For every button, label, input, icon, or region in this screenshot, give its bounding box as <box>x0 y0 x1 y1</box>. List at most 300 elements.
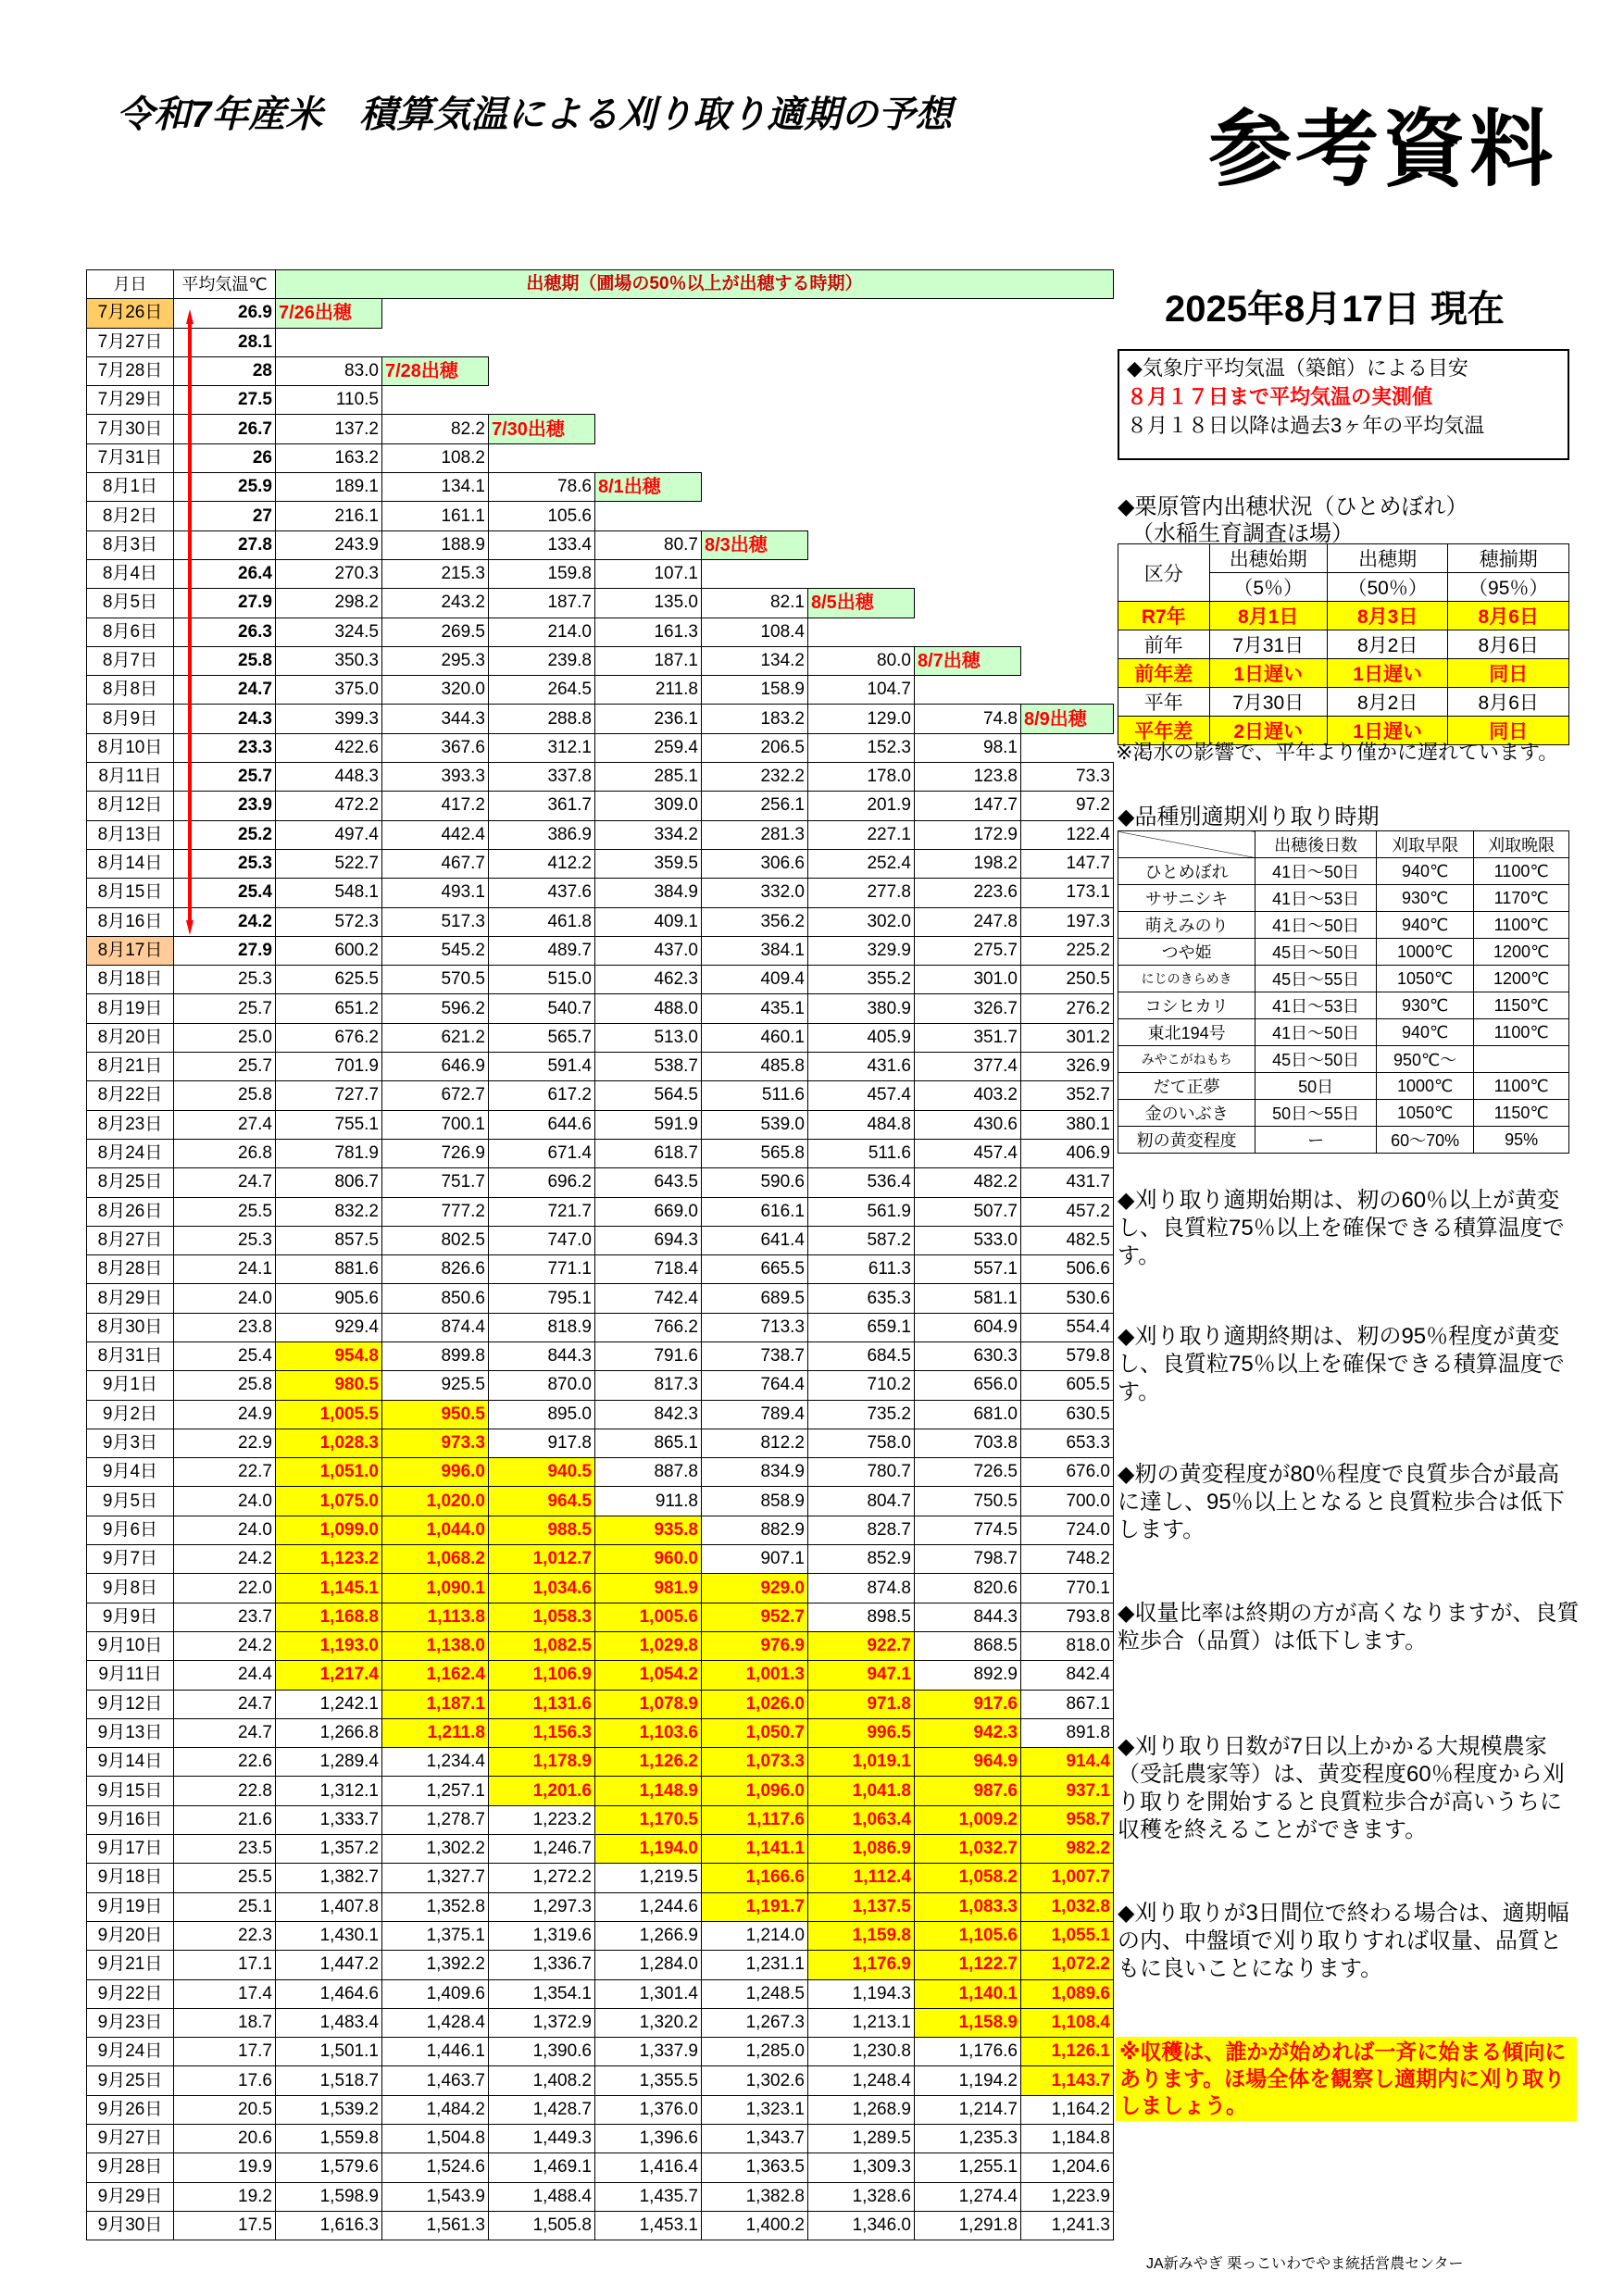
table-row <box>87 1081 1114 1110</box>
temp-cell: 24.2 <box>174 907 276 936</box>
accum-cell: 137.2 <box>276 415 382 443</box>
accum-cell: 201.9 <box>808 792 915 820</box>
accum-cell: 671.4 <box>489 1139 595 1167</box>
date-cell: 8月19日 <box>87 994 174 1023</box>
table-row <box>87 1429 1114 1457</box>
variety-cell: 45日～55日 <box>1255 966 1377 992</box>
status-head-full: 穂揃期 <box>1448 544 1569 573</box>
table-row <box>87 1574 1114 1603</box>
date-cell: 9月30日 <box>87 2211 174 2240</box>
accum-cell: 105.6 <box>489 502 595 530</box>
accum-cell: 929.4 <box>276 1313 382 1341</box>
accum-cell: 1,382.8 <box>702 2182 808 2211</box>
accum-cell: 1,400.2 <box>702 2211 808 2240</box>
table-row <box>87 733 1114 762</box>
empty-cell <box>489 328 595 356</box>
jma-temperature-box <box>1118 349 1569 460</box>
accum-cell: 545.2 <box>382 936 489 965</box>
accum-cell: 1,289.5 <box>808 2125 915 2153</box>
accum-cell: 710.2 <box>808 1371 915 1400</box>
temp-cell: 26.8 <box>174 1139 276 1167</box>
accum-cell: 971.8 <box>808 1690 915 1718</box>
variety-cell: 41日～50日 <box>1255 1019 1377 1046</box>
accum-cell: 350.3 <box>276 646 382 675</box>
table-row <box>87 1718 1114 1747</box>
accum-cell: 1,284.0 <box>595 1951 702 1979</box>
temp-cell: 27.5 <box>174 386 276 415</box>
variety-cell: 930℃ <box>1376 885 1473 912</box>
heading-label: 7/30出穂 <box>489 415 595 443</box>
note-large-farm: ◆刈り取り日数が7日以上かかる大規模農家（受託農家等）は、黄変程度60％程度から刈り取りを開始すると良質粒歩合が高いうちに収穫を終えることができます。 <box>1118 1734 1565 1842</box>
accum-cell: 197.3 <box>1021 907 1114 936</box>
accum-cell: 259.4 <box>595 733 702 762</box>
accum-cell: 700.1 <box>382 1110 489 1139</box>
accum-cell: 375.0 <box>276 676 382 705</box>
accum-cell: 641.4 <box>702 1226 808 1254</box>
accum-cell: 802.5 <box>382 1226 489 1254</box>
empty-cell <box>1021 356 1114 385</box>
accum-cell: 489.7 <box>489 936 595 965</box>
accum-cell: 361.7 <box>489 792 595 820</box>
accum-cell: 887.8 <box>595 1458 702 1487</box>
accum-cell: 511.6 <box>808 1139 915 1167</box>
accum-cell: 703.8 <box>915 1429 1021 1457</box>
accum-cell: 964.5 <box>489 1487 595 1516</box>
empty-cell <box>1021 530 1114 559</box>
accum-cell: 252.4 <box>808 849 915 878</box>
accum-cell: 1,007.7 <box>1021 1864 1114 1892</box>
date-cell: 8月31日 <box>87 1341 174 1370</box>
variety-cell: 1170℃ <box>1474 885 1569 912</box>
accum-cell: 133.4 <box>489 530 595 559</box>
accum-cell: 507.7 <box>915 1197 1021 1226</box>
accum-cell: 1,032.7 <box>915 1835 1021 1864</box>
accum-cell: 656.0 <box>915 1371 1021 1400</box>
reference-stamp: 参考資料 <box>1208 104 1556 196</box>
table-row <box>87 1516 1114 1544</box>
status-cell: 7月31日 <box>1209 630 1327 659</box>
date-cell: 8月18日 <box>87 966 174 994</box>
date-cell: 8月30日 <box>87 1313 174 1341</box>
temp-cell: 19.2 <box>174 2182 276 2211</box>
date-cell: 8月16日 <box>87 907 174 936</box>
variety-cell <box>1474 1046 1569 1073</box>
accum-cell: 564.5 <box>595 1081 702 1110</box>
temp-cell: 22.3 <box>174 1921 276 1950</box>
accum-cell: 437.0 <box>595 936 702 965</box>
accum-cell: 326.7 <box>915 994 1021 1023</box>
accum-cell: 80.7 <box>595 530 702 559</box>
accum-cell: 1,357.2 <box>276 1835 382 1864</box>
accum-cell: 777.2 <box>382 1197 489 1226</box>
accum-cell: 1,352.8 <box>382 1892 489 1921</box>
temp-cell: 25.8 <box>174 1371 276 1400</box>
accum-cell: 1,241.3 <box>1021 2211 1114 2240</box>
accum-cell: 1,464.6 <box>276 1979 382 2008</box>
accum-cell: 874.8 <box>808 1574 915 1603</box>
accum-cell: 1,145.1 <box>276 1574 382 1603</box>
accum-cell: 643.5 <box>595 1168 702 1197</box>
table-row <box>87 1226 1114 1254</box>
table-row <box>87 792 1114 820</box>
table-row <box>87 907 1114 936</box>
accum-cell: 1,090.1 <box>382 1574 489 1603</box>
accum-cell: 1,103.6 <box>595 1718 702 1747</box>
accum-cell: 684.5 <box>808 1341 915 1370</box>
accum-cell: 1,112.4 <box>808 1864 915 1892</box>
date-cell: 8月27日 <box>87 1226 174 1254</box>
temp-cell: 27.9 <box>174 589 276 618</box>
accum-cell: 270.3 <box>276 559 382 588</box>
table-row <box>87 2125 1114 2153</box>
accum-cell: 665.5 <box>702 1255 808 1284</box>
accum-cell: 540.7 <box>489 994 595 1023</box>
accum-cell: 332.0 <box>702 879 808 907</box>
accum-cell: 954.8 <box>276 1341 382 1370</box>
accum-cell: 1,099.0 <box>276 1516 382 1544</box>
temp-cell: 24.1 <box>174 1255 276 1284</box>
accum-cell: 587.2 <box>808 1226 915 1254</box>
empty-cell <box>808 559 915 588</box>
accum-cell: 996.0 <box>382 1458 489 1487</box>
date-cell: 9月12日 <box>87 1690 174 1718</box>
accum-cell: 1,231.1 <box>702 1951 808 1979</box>
empty-cell <box>808 356 915 385</box>
accum-cell: 844.3 <box>915 1603 1021 1631</box>
temp-cell: 28 <box>174 356 276 385</box>
temp-cell: 22.0 <box>174 1574 276 1603</box>
status-cell: 8月3日 <box>1327 602 1448 630</box>
varieties-title: ◆品種別適期刈り取り時期 <box>1118 805 1380 830</box>
accum-cell: 747.0 <box>489 1226 595 1254</box>
accum-cell: 1,428.4 <box>382 2008 489 2037</box>
accum-cell: 422.6 <box>276 733 382 762</box>
empty-cell <box>702 415 808 443</box>
accum-cell: 1,126.1 <box>1021 2038 1114 2066</box>
accum-cell: 1,117.6 <box>702 1805 808 1834</box>
accum-cell: 301.0 <box>915 966 1021 994</box>
variety-cell: 41日～50日 <box>1255 912 1377 939</box>
accum-cell: 1,078.9 <box>595 1690 702 1718</box>
accum-cell: 561.9 <box>808 1197 915 1226</box>
accum-cell: 898.5 <box>808 1603 915 1631</box>
accum-cell: 1,323.1 <box>702 2095 808 2124</box>
accum-cell: 97.2 <box>1021 792 1114 820</box>
accum-cell: 1,214.0 <box>702 1921 808 1950</box>
date-cell: 8月24日 <box>87 1139 174 1167</box>
date-cell: 8月21日 <box>87 1053 174 1081</box>
date-cell: 9月13日 <box>87 1718 174 1747</box>
temp-cell: 25.0 <box>174 1023 276 1052</box>
accum-cell: 1,504.8 <box>382 2125 489 2153</box>
variety-row <box>1118 858 1569 885</box>
status-cell: 8月6日 <box>1448 630 1569 659</box>
accum-cell: 694.3 <box>595 1226 702 1254</box>
accum-cell: 1,616.3 <box>276 2211 382 2240</box>
accum-cell: 1,219.5 <box>595 1864 702 1892</box>
accum-cell: 298.2 <box>276 589 382 618</box>
accum-cell: 78.6 <box>489 473 595 502</box>
accum-cell: 1,005.5 <box>276 1400 382 1429</box>
accum-cell: 895.0 <box>489 1400 595 1429</box>
table-row <box>87 618 1114 646</box>
table-row <box>87 386 1114 415</box>
accum-cell: 1,063.4 <box>808 1805 915 1834</box>
accum-cell: 1,184.8 <box>1021 2125 1114 2153</box>
date-cell: 8月9日 <box>87 705 174 733</box>
accum-cell: 159.8 <box>489 559 595 588</box>
empty-cell <box>1021 618 1114 646</box>
accum-cell: 942.3 <box>915 1718 1021 1747</box>
accum-cell: 80.0 <box>808 646 915 675</box>
accum-cell: 1,012.7 <box>489 1545 595 1574</box>
table-row <box>87 2182 1114 2211</box>
accum-cell: 600.2 <box>276 936 382 965</box>
accum-cell: 1,255.1 <box>915 2153 1021 2182</box>
note-start: ◆刈り取り適期始期は、籾の60％以上が黄変し、良質粒75％以上を確保できる積算温度です。 <box>1118 1188 1565 1268</box>
date-cell: 8月20日 <box>87 1023 174 1052</box>
date-cell: 9月19日 <box>87 1892 174 1921</box>
table-row <box>87 299 1114 328</box>
accum-cell: 1,159.8 <box>808 1921 915 1950</box>
empty-cell <box>915 530 1021 559</box>
accum-cell: 98.1 <box>915 733 1021 762</box>
temp-cell: 18.7 <box>174 2008 276 2037</box>
table-row <box>87 415 1114 443</box>
accum-cell: 1,409.6 <box>382 1979 489 2008</box>
accum-cell: 935.8 <box>595 1516 702 1544</box>
table-row <box>87 849 1114 878</box>
accum-cell: 172.9 <box>915 820 1021 849</box>
variety-cell: 940℃ <box>1376 1019 1473 1046</box>
accum-cell: 187.7 <box>489 589 595 618</box>
accum-cell: 605.5 <box>1021 1371 1114 1400</box>
accum-cell: 1,204.6 <box>1021 2153 1114 2182</box>
date-cell: 9月1日 <box>87 1371 174 1400</box>
heading-label: 7/26出穂 <box>276 299 382 328</box>
accum-cell: 178.0 <box>808 763 915 792</box>
accum-cell: 940.5 <box>489 1458 595 1487</box>
accum-cell: 243.9 <box>276 530 382 559</box>
accum-cell: 1,302.6 <box>702 2066 808 2095</box>
date-cell: 9月2日 <box>87 1400 174 1429</box>
accum-cell: 672.7 <box>382 1081 489 1110</box>
empty-cell <box>489 356 595 385</box>
note-yellowing: ◆籾の黄変程度が80％程度で良質歩合が最高に達し、95％以上となると良質粒歩合は低下します。 <box>1118 1462 1565 1542</box>
variety-cell: 1000℃ <box>1376 939 1473 966</box>
temp-cell: 23.8 <box>174 1313 276 1341</box>
diagonal-cell <box>1118 831 1255 858</box>
accum-cell: 899.8 <box>382 1341 489 1370</box>
temp-cell: 22.6 <box>174 1748 276 1777</box>
table-row <box>87 994 1114 1023</box>
temp-cell: 25.7 <box>174 1053 276 1081</box>
variety-cell: 1050℃ <box>1376 966 1473 992</box>
accum-cell: 1,156.3 <box>489 1718 595 1747</box>
table-row <box>87 356 1114 385</box>
accum-cell: 1,297.3 <box>489 1892 595 1921</box>
accum-cell: 1,005.6 <box>595 1603 702 1631</box>
accum-cell: 1,211.8 <box>382 1718 489 1747</box>
accum-cell: 565.7 <box>489 1023 595 1052</box>
accum-cell: 1,082.5 <box>489 1631 595 1660</box>
accum-cell: 1,336.7 <box>489 1951 595 1979</box>
accum-cell: 1,044.0 <box>382 1516 489 1544</box>
empty-cell <box>915 356 1021 385</box>
status-cell: 1日遅い <box>1327 717 1448 745</box>
variety-row <box>1118 1127 1569 1154</box>
accum-cell: 914.4 <box>1021 1748 1114 1777</box>
table-row <box>87 763 1114 792</box>
date-cell: 8月29日 <box>87 1284 174 1313</box>
empty-cell <box>702 386 808 415</box>
accum-cell: 1,028.3 <box>276 1429 382 1457</box>
variety-cell: 950℃～ <box>1376 1046 1473 1073</box>
table-row <box>87 1023 1114 1052</box>
accum-cell: 718.4 <box>595 1255 702 1284</box>
date-cell: 8月10日 <box>87 733 174 762</box>
temp-cell: 25.1 <box>174 1892 276 1921</box>
date-cell: 8月8日 <box>87 676 174 705</box>
accum-cell: 826.6 <box>382 1255 489 1284</box>
accum-cell: 676.0 <box>1021 1458 1114 1487</box>
date-cell: 8月2日 <box>87 502 174 530</box>
accum-cell: 1,214.7 <box>915 2095 1021 2124</box>
accum-cell: 735.2 <box>808 1400 915 1429</box>
empty-cell <box>702 356 808 385</box>
accum-cell: 596.2 <box>382 994 489 1023</box>
accum-cell: 591.4 <box>489 1053 595 1081</box>
status-cell: 同日 <box>1448 659 1569 688</box>
table-row <box>87 328 1114 356</box>
accum-cell: 770.1 <box>1021 1574 1114 1603</box>
temp-cell: 24.7 <box>174 1168 276 1197</box>
empty-cell <box>915 415 1021 443</box>
accum-cell: 239.8 <box>489 646 595 675</box>
accum-cell: 356.2 <box>702 907 808 936</box>
accum-cell: 1,505.8 <box>489 2211 595 2240</box>
date-cell: 8月4日 <box>87 559 174 588</box>
variety-cell: 50日～55日 <box>1255 1100 1377 1127</box>
accum-cell: 581.1 <box>915 1284 1021 1313</box>
accum-cell: 981.9 <box>595 1574 702 1603</box>
accum-cell: 530.6 <box>1021 1284 1114 1313</box>
temp-cell: 27.8 <box>174 530 276 559</box>
accum-cell: 206.5 <box>702 733 808 762</box>
date-cell: 7月27日 <box>87 328 174 356</box>
temp-cell: 22.9 <box>174 1429 276 1457</box>
accum-cell: 1,446.1 <box>382 2038 489 2066</box>
accum-cell: 917.8 <box>489 1429 595 1457</box>
accum-cell: 651.2 <box>276 994 382 1023</box>
accum-cell: 1,343.7 <box>702 2125 808 2153</box>
variety-name: だて正夢 <box>1118 1073 1255 1100</box>
accum-cell: 795.1 <box>489 1284 595 1313</box>
table-row <box>87 2211 1114 2240</box>
temp-cell: 26.9 <box>174 299 276 328</box>
harvest-warning: ※収穫は、誰かが始めれば一斉に始まる傾向にあります。ほ場全体を観察し適期内に刈り取りしましょう。 <box>1116 2037 1577 2121</box>
empty-cell <box>1021 328 1114 356</box>
accum-cell: 1,068.2 <box>382 1545 489 1574</box>
accum-cell: 726.5 <box>915 1458 1021 1487</box>
variety-name: 金のいぶき <box>1118 1100 1255 1127</box>
date-cell: 8月25日 <box>87 1168 174 1197</box>
accum-cell: 380.1 <box>1021 1110 1114 1139</box>
accum-cell: 865.1 <box>595 1429 702 1457</box>
table-row <box>87 473 1114 502</box>
accum-cell: 857.5 <box>276 1226 382 1254</box>
temp-cell: 26 <box>174 443 276 472</box>
empty-cell <box>808 299 915 328</box>
empty-cell <box>702 473 808 502</box>
accum-cell: 952.7 <box>702 1603 808 1631</box>
accum-cell: 781.9 <box>276 1139 382 1167</box>
accum-cell: 409.4 <box>702 966 808 994</box>
accum-cell: 485.8 <box>702 1053 808 1081</box>
accum-cell: 701.9 <box>276 1053 382 1081</box>
accum-cell: 882.9 <box>702 1516 808 1544</box>
date-cell: 9月20日 <box>87 1921 174 1950</box>
status-cell: 前年 <box>1118 630 1210 659</box>
variety-name: にじのきらめき <box>1118 966 1255 992</box>
accum-cell: 858.9 <box>702 1487 808 1516</box>
empty-cell <box>1021 559 1114 588</box>
accum-cell: 1,126.2 <box>595 1748 702 1777</box>
accum-cell: 1,086.9 <box>808 1835 915 1864</box>
accum-cell: 1,333.7 <box>276 1805 382 1834</box>
empty-cell <box>595 386 702 415</box>
status-subhead-5: （5％） <box>1209 573 1327 602</box>
accum-cell: 108.4 <box>702 618 808 646</box>
variety-name: つや姫 <box>1118 939 1255 966</box>
accum-cell: 1,131.6 <box>489 1690 595 1718</box>
status-cell: 8月2日 <box>1327 688 1448 717</box>
empty-cell <box>702 299 808 328</box>
accum-cell: 1,058.3 <box>489 1603 595 1631</box>
accum-cell: 1,435.7 <box>595 2182 702 2211</box>
accum-cell: 1,302.2 <box>382 1835 489 1864</box>
temp-cell: 24.3 <box>174 705 276 733</box>
empty-cell <box>702 328 808 356</box>
accum-cell: 911.8 <box>595 1487 702 1516</box>
accum-cell: 216.1 <box>276 502 382 530</box>
accum-cell: 1,327.7 <box>382 1864 489 1892</box>
accum-cell: 621.2 <box>382 1023 489 1052</box>
accum-cell: 457.2 <box>1021 1197 1114 1226</box>
accum-cell: 1,396.6 <box>595 2125 702 2153</box>
accum-cell: 351.7 <box>915 1023 1021 1052</box>
accum-cell: 1,217.4 <box>276 1661 382 1690</box>
accum-cell: 472.2 <box>276 792 382 820</box>
empty-cell <box>808 386 915 415</box>
accum-cell: 1,355.5 <box>595 2066 702 2095</box>
empty-cell <box>808 502 915 530</box>
variety-cell: 1200℃ <box>1474 939 1569 966</box>
table-row <box>87 1631 1114 1660</box>
accum-cell: 1,328.6 <box>808 2182 915 2211</box>
period-arrow <box>186 309 194 935</box>
accum-cell: 533.0 <box>915 1226 1021 1254</box>
jma-box-title: ◆気象庁平均気温（築館）による目安 <box>1127 356 1468 380</box>
accum-cell: 493.1 <box>382 879 489 907</box>
accum-cell: 406.9 <box>1021 1139 1114 1167</box>
heading-label: 8/1出穂 <box>595 473 702 502</box>
accum-cell: 1,320.2 <box>595 2008 702 2037</box>
accum-cell: 1,075.0 <box>276 1487 382 1516</box>
accum-cell: 301.2 <box>1021 1023 1114 1052</box>
accum-cell: 214.0 <box>489 618 595 646</box>
table-row <box>87 1951 1114 1979</box>
